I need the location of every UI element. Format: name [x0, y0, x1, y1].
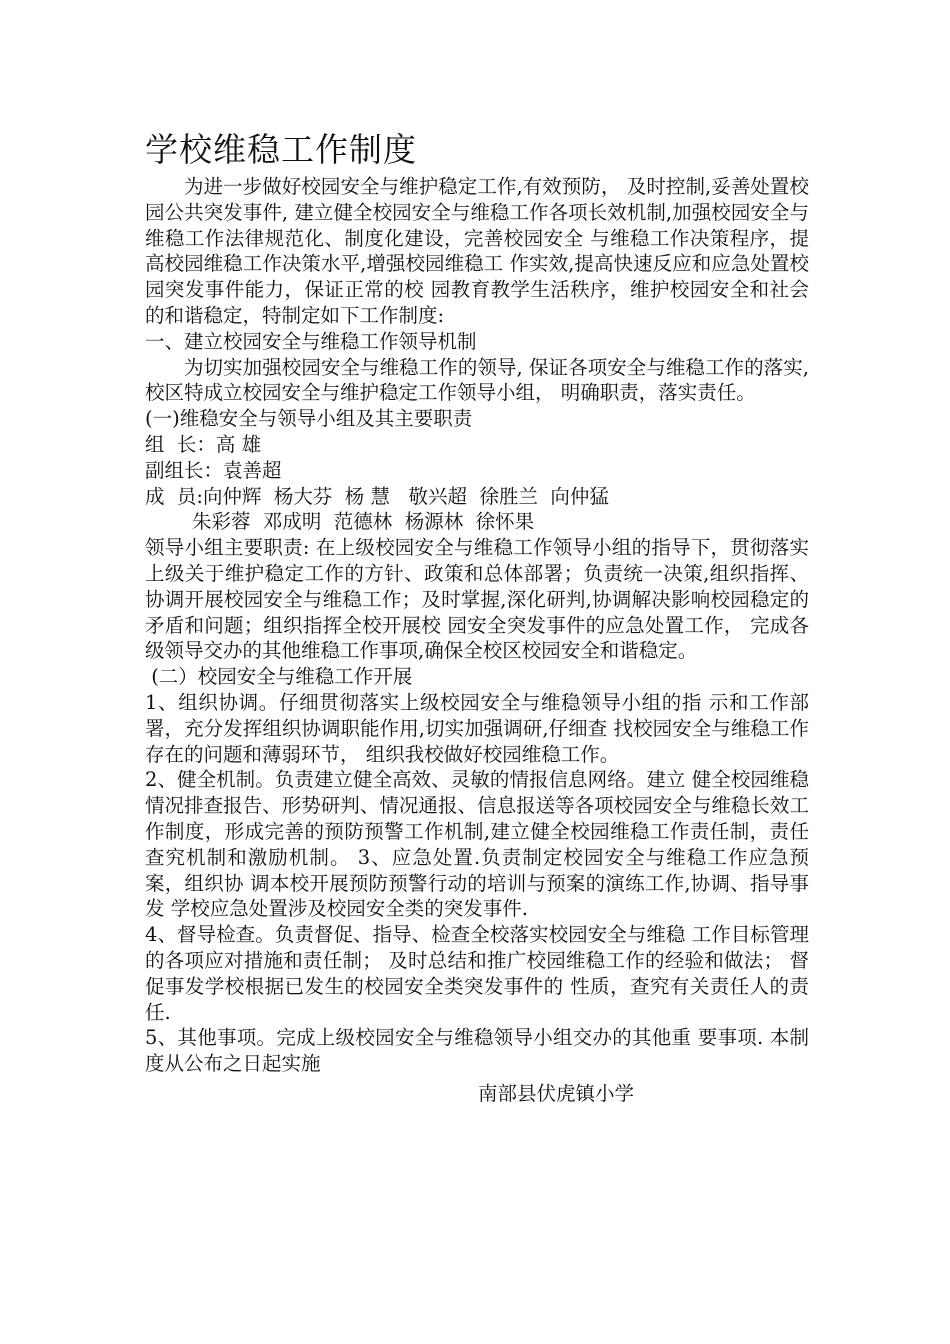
section-1-body: 为切实加强校园安全与维稳工作的领导, 保证各项安全与维稳工作的落实, 校区特成立校园安全与维护稳定工作领导小组， 明确职责，落实责任。	[145, 355, 809, 405]
section-1-heading: 一、建立校园安全与维稳工作领导机制	[145, 329, 477, 353]
group-duties-paragraph: 领导小组主要职责: 在上级校园安全与维稳工作领导小组的指导下，贯彻落实上级关于维护稳定工作的方针、政策和总体部署；负责统一决策,组织指挥、协调开展校园安全与维稳工作；及时掌握,深化研判,协调解决影响校园稳定的矛盾和问题；组织指挥全校开展校 园安全突发事件的应急处置工作， 完成各级领导交办的其他维稳工作事项,确保全校区校园安全和谐稳定。	[145, 536, 809, 663]
group-members-line-1: 成 员:向仲辉 杨大芬 杨 慧 敬兴超 徐胜兰 向仲猛	[145, 484, 609, 508]
item-5-paragraph: 5、其他事项。完成上级校园安全与维稳领导小组交办的其他重 要事项. 本制度从公布之日起实施	[145, 1026, 809, 1076]
item-4-paragraph: 4、督导检查。负责督促、指导、检查全校落实校园安全与维稳 工作目标管理的各项应对措施和责任制； 及时总结和推广校园维稳工作的经验和做法； 督促事发学校根据已发生的校园安全类突发事件的 性质，查究有关责任人的责任.	[145, 923, 809, 1024]
item-2-paragraph: 2、健全机制。负责建立健全高效、灵敏的情报信息网络。建立 健全校园维稳情况排查报告、形势研判、情况通报、信息报送等各项校园安全与维稳长效工作制度，形成完善的预防预警工作机制,建立健全校园维稳工作责任制，责任查究机制和激励机制。 3、应急处置.负责制定校园安全与维稳工作应急预案，组织协 调本校开展预防预警行动的培训与预案的演练工作,协调、指导事发 学校应急处置涉及校园安全类的突发事件.	[145, 768, 809, 921]
signature: 南部县伏虎镇小学	[478, 1081, 635, 1105]
intro-paragraph: 为进一步做好校园安全与维护稳定工作,有效预防， 及时控制,妥善处置校园公共突发事件, 建立健全校园安全与维稳工作各项长效机制,加强校园安全与维稳工作法律规范化、制度化建设，完善校园安全 与维稳工作决策程序，提高校园维稳工作决策水平,增强校园维稳工 作实效,提高快速反应和应急处置校园突发事件能力，保证正常的校 园教育教学生活秩序，维护校园安全和社会的和谐稳定，特制定如下工作制度:	[145, 175, 809, 327]
document-title: 学校维稳工作制度	[145, 130, 417, 169]
subsection-2-heading: (二）校园安全与维稳工作开展	[145, 665, 413, 689]
group-members-line-2: 朱彩蓉 邓成明 范德林 杨源林 徐怀果	[192, 510, 535, 534]
group-deputy: 副组长：袁善超	[145, 458, 282, 482]
item-1-paragraph: 1、组织协调。仔细贯彻落实上级校园安全与维稳领导小组的指 示和工作部署，充分发挥组织协调职能作用,切实加强调研,仔细查 找校园安全与维稳工作存在的问题和薄弱环节， 组织我校做好校园维稳工作。	[145, 690, 809, 766]
document-page	[145, 128, 809, 1107]
subsection-1-heading: (一)维稳安全与领导小组及其主要职责	[145, 407, 473, 431]
group-leader: 组 长：高 雄	[145, 432, 262, 456]
